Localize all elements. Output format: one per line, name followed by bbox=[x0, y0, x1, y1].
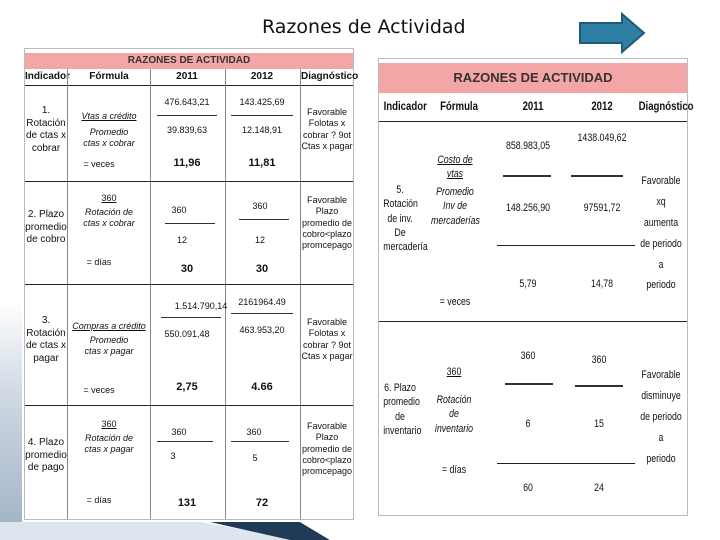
formula-unit: = veces bbox=[439, 296, 471, 308]
diagnosis-line: xq aumenta bbox=[643, 195, 679, 229]
header-diagnostico: Diagnóstico bbox=[301, 71, 359, 82]
diagnosis-line: disminuye bbox=[641, 389, 681, 402]
diagnosis-line: promcepago bbox=[301, 240, 353, 250]
indicator-line: 6. Plazo bbox=[384, 382, 416, 394]
header-divider bbox=[25, 85, 353, 86]
formula-denominator: ctas x cobrar bbox=[83, 218, 135, 229]
result-divider bbox=[497, 245, 635, 246]
right-banner: RAZONES DE ACTIVIDAD bbox=[379, 63, 687, 93]
value-2011-result: 30 bbox=[180, 263, 194, 275]
value-2012-top: 360 bbox=[591, 354, 607, 366]
diagnosis-line: periodo bbox=[646, 452, 676, 465]
left-table bbox=[24, 48, 359, 520]
value-2012-bottom: 15 bbox=[594, 418, 604, 430]
formula-denominator: Promedio bbox=[89, 127, 129, 137]
indicator-line: promedio de bbox=[383, 396, 420, 423]
diagnosis-line: Ctas x pagar bbox=[301, 350, 353, 361]
formula-denominator: ctas x cobrar bbox=[83, 138, 135, 149]
row-divider bbox=[25, 284, 353, 285]
diagnosis-line: Favorable bbox=[306, 107, 348, 117]
indicator-line: 1. bbox=[41, 105, 51, 116]
header-indicador: Indicador bbox=[383, 99, 427, 113]
row-divider bbox=[25, 405, 353, 406]
value-2011-bottom: 3 bbox=[170, 451, 176, 461]
diagnosis-line: cobro<plazo bbox=[302, 454, 352, 465]
formula-unit: = veces bbox=[83, 385, 115, 395]
fraction-bar bbox=[231, 441, 289, 442]
diagnosis-line: Folotas x bbox=[308, 328, 346, 339]
value-2011-top: 360 bbox=[171, 205, 187, 215]
value-2011-bottom: 6 bbox=[525, 418, 531, 430]
decorative-stripe bbox=[0, 300, 22, 540]
formula-unit: = días bbox=[441, 464, 467, 476]
diagnosis-line: promedio de bbox=[301, 217, 353, 228]
fraction-bar bbox=[157, 115, 217, 116]
diagnosis-line: Plazo bbox=[315, 432, 339, 443]
value-2011-top: 858.983,05 bbox=[505, 140, 551, 152]
value-2012-result: 4.66 bbox=[251, 381, 273, 393]
diagnosis-line: Favorable bbox=[641, 369, 681, 381]
indicator-line: 3. bbox=[41, 315, 51, 326]
diagnosis-line: cobrar ? 9ot bbox=[302, 339, 352, 350]
indicator-line: de ctas x bbox=[25, 340, 67, 351]
value-2012-top: 143.425,69 bbox=[239, 97, 285, 107]
formula-denominator: mercaderías bbox=[431, 214, 480, 227]
formula-denominator: Rotación de bbox=[84, 433, 134, 443]
formula-numerator: 360 bbox=[101, 193, 117, 203]
value-2011-bottom: 12 bbox=[176, 235, 187, 245]
header-divider bbox=[379, 121, 687, 122]
value-2011-result: 11,96 bbox=[173, 157, 201, 169]
value-2012-top: 1438.049,62 bbox=[577, 132, 627, 144]
formula-numerator: Costo de vtas bbox=[437, 154, 473, 181]
row-divider bbox=[379, 321, 687, 322]
diagnosis-line: Favorable bbox=[641, 175, 681, 187]
header-indicador: Indicador bbox=[25, 71, 71, 82]
row-divider bbox=[25, 181, 353, 182]
diagnosis-line: Ctas x pagar bbox=[301, 140, 353, 151]
formula-numerator: Compras a crédito bbox=[72, 321, 146, 331]
indicator-line: de ctas x bbox=[25, 130, 67, 141]
formula-unit: = días bbox=[86, 257, 112, 267]
indicator-line: de inv. De bbox=[387, 212, 413, 239]
indicator-line: de pago bbox=[27, 462, 65, 473]
diagnosis-line: cobro<plazo bbox=[302, 228, 352, 239]
value-2011-result: 60 bbox=[523, 482, 533, 494]
diagnosis-line: Favorable bbox=[306, 317, 348, 327]
formula-denominator: ctas x pagar bbox=[84, 444, 134, 455]
result-divider bbox=[497, 463, 635, 464]
value-2012-bottom: 97591,72 bbox=[583, 202, 621, 214]
value-2011-bottom: 550.091,48 bbox=[164, 329, 210, 339]
fraction-bar bbox=[231, 313, 293, 314]
right-table bbox=[378, 58, 694, 516]
indicator-line: promedio bbox=[25, 449, 67, 461]
value-2011-result: 5,79 bbox=[519, 278, 537, 290]
indicator-line: cobrar bbox=[31, 142, 61, 154]
value-2011-result: 2,75 bbox=[176, 381, 198, 393]
value-2012-bottom: 12.148,91 bbox=[241, 125, 283, 135]
formula-numerator: 360 bbox=[101, 419, 117, 429]
fraction-bar bbox=[239, 219, 289, 220]
indicator-line: mercadería bbox=[383, 241, 428, 254]
diagnosis-line: cobrar ? 9ot bbox=[302, 129, 352, 140]
col-divider bbox=[225, 69, 226, 519]
indicator-line: 4. Plazo bbox=[27, 437, 65, 448]
formula-unit: = días bbox=[86, 495, 112, 505]
formula-denominator: Rotación de bbox=[84, 207, 134, 217]
header-2011: 2011 bbox=[522, 99, 544, 113]
formula-denominator: Rotación de bbox=[436, 394, 472, 421]
formula-denominator: Promedio bbox=[436, 186, 474, 198]
diagnosis-line: periodo bbox=[646, 279, 676, 292]
value-2012-result: 30 bbox=[255, 263, 269, 275]
header-formula: Fórmula bbox=[440, 99, 478, 113]
value-2012-result: 11,81 bbox=[248, 157, 276, 169]
indicator-line: Rotación bbox=[26, 327, 66, 339]
value-2012-bottom: 463.953,20 bbox=[239, 325, 285, 335]
value-2011-bottom: 39.839,63 bbox=[166, 125, 208, 135]
bottom-decoration bbox=[0, 520, 720, 540]
diagnosis-line: Favorable bbox=[306, 195, 348, 205]
header-2012: 2012 bbox=[250, 71, 274, 82]
value-2011-top: 360 bbox=[171, 427, 187, 437]
value-2011-result: 131 bbox=[177, 497, 197, 509]
header-formula: Fórmula bbox=[89, 71, 129, 82]
diagnosis-line: Favorable bbox=[306, 421, 348, 431]
fraction-bar bbox=[231, 115, 293, 116]
formula-denominator: ctas x pagar bbox=[84, 346, 134, 357]
diagnosis-line: promedio de bbox=[301, 443, 353, 454]
formula-denominator: Inv de bbox=[443, 200, 467, 213]
diagnosis-line: promcepago bbox=[301, 466, 353, 476]
value-2012-result: 14,78 bbox=[590, 278, 614, 290]
formula-denominator: inventario bbox=[434, 422, 474, 435]
value-2012-result: 72 bbox=[255, 497, 269, 509]
value-2012-top: 2161964.49 bbox=[238, 297, 286, 307]
header-diagnostico: Diagnóstico bbox=[638, 99, 694, 113]
value-2011-top: 1.514.790,14 bbox=[174, 301, 228, 311]
indicator-line: de cobro bbox=[26, 234, 66, 245]
fraction-bar bbox=[161, 317, 221, 318]
formula-numerator: 360 bbox=[446, 366, 462, 378]
fraction-bar bbox=[157, 441, 213, 442]
diagnosis-line: Folotas x bbox=[308, 118, 346, 129]
indicator-line: inventario bbox=[383, 424, 422, 437]
diagnosis-line: de periodo a bbox=[640, 237, 682, 271]
fraction-bar bbox=[575, 385, 623, 387]
value-2012-bottom: 12 bbox=[254, 235, 265, 245]
formula-unit: = veces bbox=[83, 159, 115, 169]
col-divider bbox=[67, 69, 68, 519]
header-2011: 2011 bbox=[176, 71, 198, 82]
slide-title: Razones de Actividad bbox=[262, 16, 466, 38]
value-2011-bottom: 148.256,90 bbox=[505, 202, 551, 214]
header-2012: 2012 bbox=[591, 99, 613, 113]
formula-denominator: Promedio bbox=[89, 335, 129, 345]
fraction-bar bbox=[503, 175, 551, 177]
indicator-line: promedio bbox=[25, 221, 67, 233]
left-banner: RAZONES DE ACTIVIDAD bbox=[25, 53, 353, 69]
indicator-line: 5. Rotación bbox=[383, 184, 418, 211]
value-2011-top: 476.643,21 bbox=[164, 97, 210, 107]
next-arrow-icon[interactable] bbox=[578, 12, 646, 54]
fraction-bar bbox=[165, 223, 215, 224]
fraction-bar bbox=[505, 383, 553, 385]
fraction-bar bbox=[571, 175, 623, 177]
diagnosis-line: de periodo a bbox=[640, 410, 682, 444]
value-2012-top: 360 bbox=[252, 201, 268, 211]
value-2012-top: 360 bbox=[246, 427, 262, 437]
indicator-line: Rotación bbox=[26, 117, 66, 129]
value-2012-result: 24 bbox=[594, 482, 604, 494]
indicator-line: 2. Plazo bbox=[27, 209, 65, 220]
formula-numerator: Vtas a crédito bbox=[81, 111, 137, 121]
value-2012-bottom: 5 bbox=[252, 453, 258, 463]
value-2011-top: 360 bbox=[520, 350, 536, 362]
indicator-line: pagar bbox=[33, 352, 59, 364]
diagnosis-line: Plazo bbox=[315, 206, 339, 217]
